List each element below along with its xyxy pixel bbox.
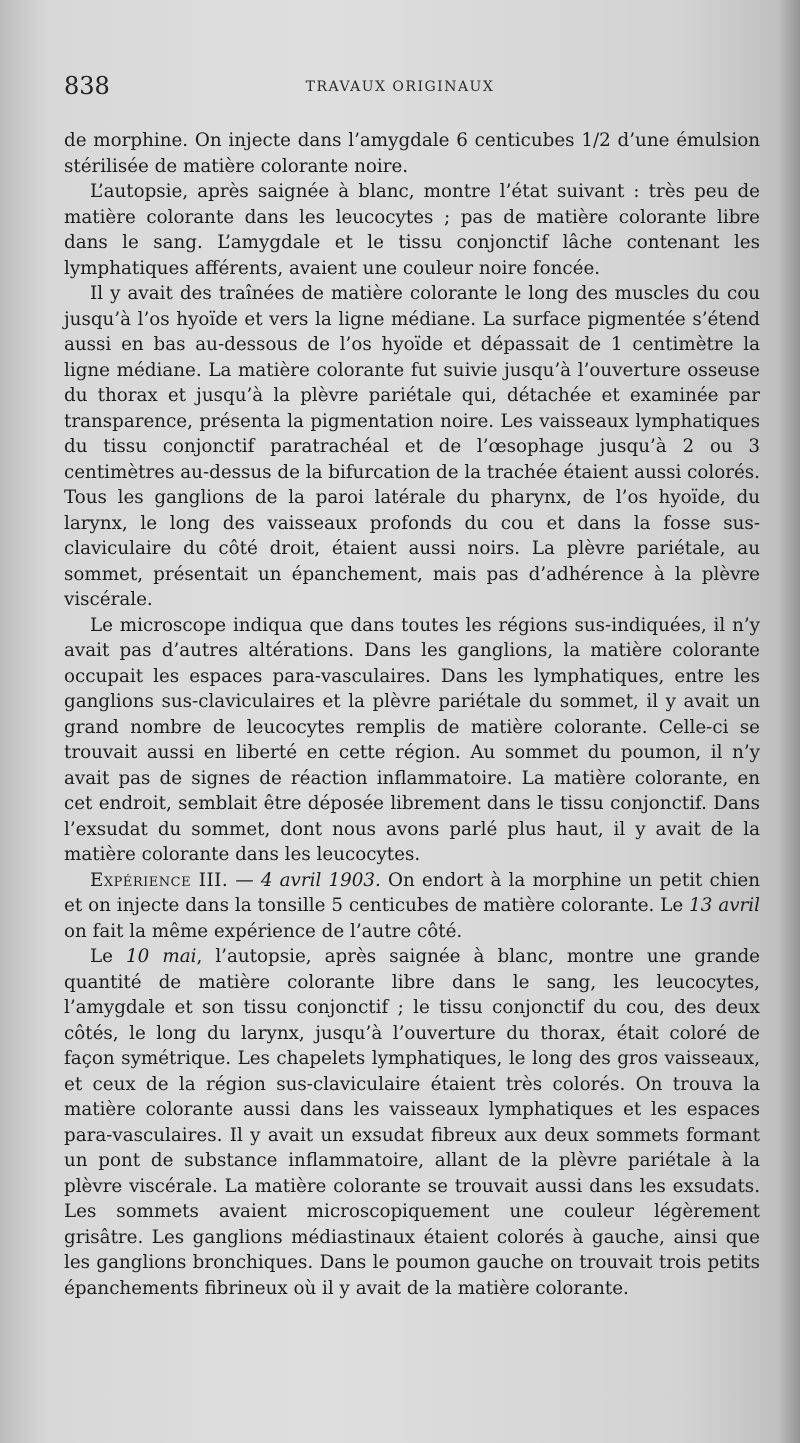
autopsy-2-intro: Le [90, 946, 127, 967]
article-body [64, 128, 760, 1301]
experiment-label: Expérience III. [90, 869, 229, 891]
page-number: 838 [64, 72, 110, 100]
experiment-date: 4 avril 1903. [260, 869, 381, 891]
paragraph-autopsy-2 [64, 944, 760, 1301]
second-injection-date: 13 avril [689, 895, 760, 916]
page-edge-shadow [778, 0, 800, 1443]
experiment-text-2: on fait la même expérience de l’autre côté. [64, 920, 463, 942]
paragraph-experiment-3 [64, 868, 760, 945]
paragraph-findings: Il y avait des traînées de matière colorante le long des muscles du cou jusqu’à l’os hyoïde et vers la ligne médiane. La surface pigmentée s’étend aussi en bas au-dessous de l’os hyoïde et dépassait de 1 centimètre la ligne médiane. La matière colorante fut suivie jusqu’à l’ouverture osseuse du thorax et jusqu’à la plèvre pariétale qui, détachée et examinée par transparence, présenta la pigmentation noire. Les vaisseaux lymphatiques du tissu conjonctif paratrachéal et de l’œsophage jusqu’à 2 ou 3 centimètres au-dessus de la bifurcation de la trachée étaient aussi colorés. Tous les ganglions de la paroi latérale du pharynx, de l’os hyoïde, du larynx, le long des vaisseaux profonds du cou et dans la fosse sus-claviculaire du côté droit, étaient aussi noirs. La plèvre pariétale, au sommet, présentait un épanchement, mais pas d’adhérence à la plèvre viscérale. [64, 283, 760, 610]
paragraph-microscope: Le microscope indiqua que dans toutes les régions sus-indiquées, il n’y avait pas d’autres altérations. Dans les ganglions, la matière colorante occupait les espaces para-vasculaires. Dans les lymphatiques, entre les ganglions sus-claviculaires et la plèvre pariétale du sommet, il y avait un grand nombre de leucocytes remplis de matière colorante. Celle-ci se trouvait aussi en liberté en cette région. Au sommet du poumon, il n’y avait pas de signes de réaction inflammatoire. La matière colorante, en cet endroit, semblait être déposée librement dans le tissu conjonctif. Dans l’exsudat du sommet, dont nous avons parlé plus haut, il y avait de la matière colorante dans les leucocytes. [64, 614, 760, 865]
experiment-dash: — [228, 869, 261, 891]
page-header [0, 72, 800, 106]
autopsy-2-text: , l’autopsie, après saignée à blanc, montre une grande quantité de matière colorante libre dans le sang, les leucocytes, l’amygdale et son tissu conjonctif ; le tissu conjonctif du cou, des deux côtés, le long du larynx, jusqu’à l’ouverture du thorax, était coloré de façon symétrique. Les chapelets lymphatiques, le long des gros vaisseaux, et ceux de la région sus-claviculaire étaient très colorés. On trouva la matière colorante aussi dans les vaisseaux lymphatiques et les espaces para-vasculaires. Il y avait un exsudat fibreux aux deux sommets formant un pont de substance inflammatoire, allant de la plèvre pariétale à la plèvre viscérale. La matière colorante se trouvait aussi dans les exsudats. Les sommets avaient microscopiquement une couleur légèrement grisâtre. Les ganglions médiastinaux étaient colorés à gauche, ainsi que les ganglions bronchiques. Dans le poumon gauche on trouvait trois petits épanchements fibrineux où il y avait de la matière colorante. [64, 946, 760, 1299]
experiment-text-1: On endort à la morphine un petit chien et on injecte dans la tonsille 5 centicubes de matière colorante. Le [64, 869, 761, 916]
paragraph-continuation: de morphine. On injecte dans l’amygdale 6 centicubes 1/2 d’une émulsion stérilisée de matière colorante noire. [64, 130, 760, 177]
paragraph-autopsy: L’autopsie, après saignée à blanc, montre l’état suivant : très peu de matière colorante dans les leucocytes ; pas de matière colorante libre dans le sang. L’amygdale et le tissu conjonctif lâche contenant les lymphatiques afférents, avaient une couleur noire foncée. [64, 181, 760, 279]
running-head: TRAVAUX ORIGINAUX [305, 79, 495, 95]
autopsy-date: 10 mai [126, 946, 197, 967]
